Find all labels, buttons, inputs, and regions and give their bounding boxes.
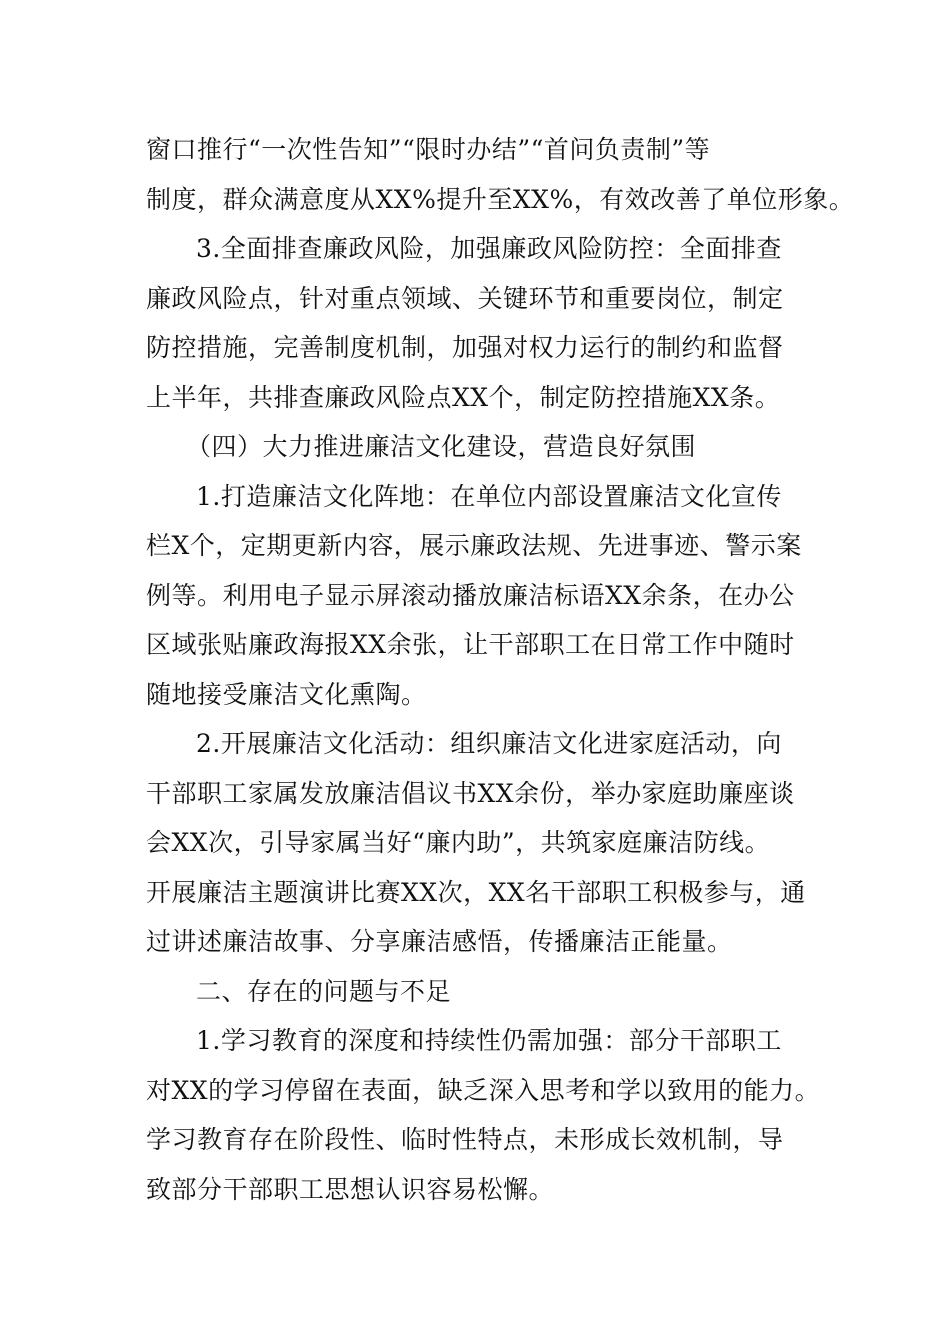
text-line: 学习教育存在阶段性、临时性特点，未形成长效机制，导 (146, 1125, 784, 1154)
text-line: 会XX次，引导家属当好“廉内助”，共筑家庭廉洁防线。 (146, 828, 771, 857)
text-line: 开展廉洁主题演讲比赛XX次，XX名干部职工积极参与，通 (146, 877, 806, 907)
text-line: 随地接受廉洁文化熏陶。 (146, 679, 427, 709)
paragraph-start-line: 2.开展廉洁文化活动：组织廉洁文化进家庭活动，向 (196, 729, 782, 758)
text-line: 对XX的学习停留在表面，缺乏深入思考和学以致用的能力。 (146, 1075, 821, 1105)
section-heading: 二、存在的问题与不足 (196, 976, 452, 1006)
paragraph-start-line: 3.全面排查廉政风险，加强廉政风险防控：全面排查 (196, 234, 782, 263)
text-line: 窗口推行“一次性告知”“限时办结”“首问负责制”等 (146, 135, 711, 164)
section-heading: （四）大力推进廉洁文化建设，营造良好氛围 (186, 432, 697, 461)
text-line: 防控措施，完善制度机制，加强对权力运行的制约和监督 (146, 333, 784, 362)
text-line: 过讲述廉洁故事、分享廉洁感悟，传播廉洁正能量。 (146, 927, 733, 956)
paragraph-start-line: 1.学习教育的深度和持续性仍需加强：部分干部职工 (196, 1026, 782, 1055)
text-line: 区域张贴廉政海报XX余张，让干部职工在日常工作中随时 (146, 630, 795, 659)
text-line: 上半年，共排查廉政风险点XX个，制定防控措施XX条。 (146, 382, 781, 412)
text-line: 栏X个，定期更新内容，展示廉政法规、先进事迹、警示案 (146, 531, 802, 560)
paragraph-start-line: 1.打造廉洁文化阵地：在单位内部设置廉洁文化宣传 (196, 481, 782, 511)
text-line: 制度，群众满意度从XX%提升至XX%，有效改善了单位形象。 (146, 184, 855, 214)
text-line: 致部分干部职工思想认识容易松懈。 (146, 1174, 555, 1204)
text-line: 例等。利用电子显示屏滚动播放廉洁标语XX余条，在办公 (146, 580, 795, 610)
document-body (146, 125, 855, 1214)
text-line: 廉政风险点，针对重点领域、关键环节和重要岗位，制定 (146, 283, 784, 313)
text-line: 干部职工家属发放廉洁倡议书XX余份，举办家庭助廉座谈 (146, 778, 795, 808)
